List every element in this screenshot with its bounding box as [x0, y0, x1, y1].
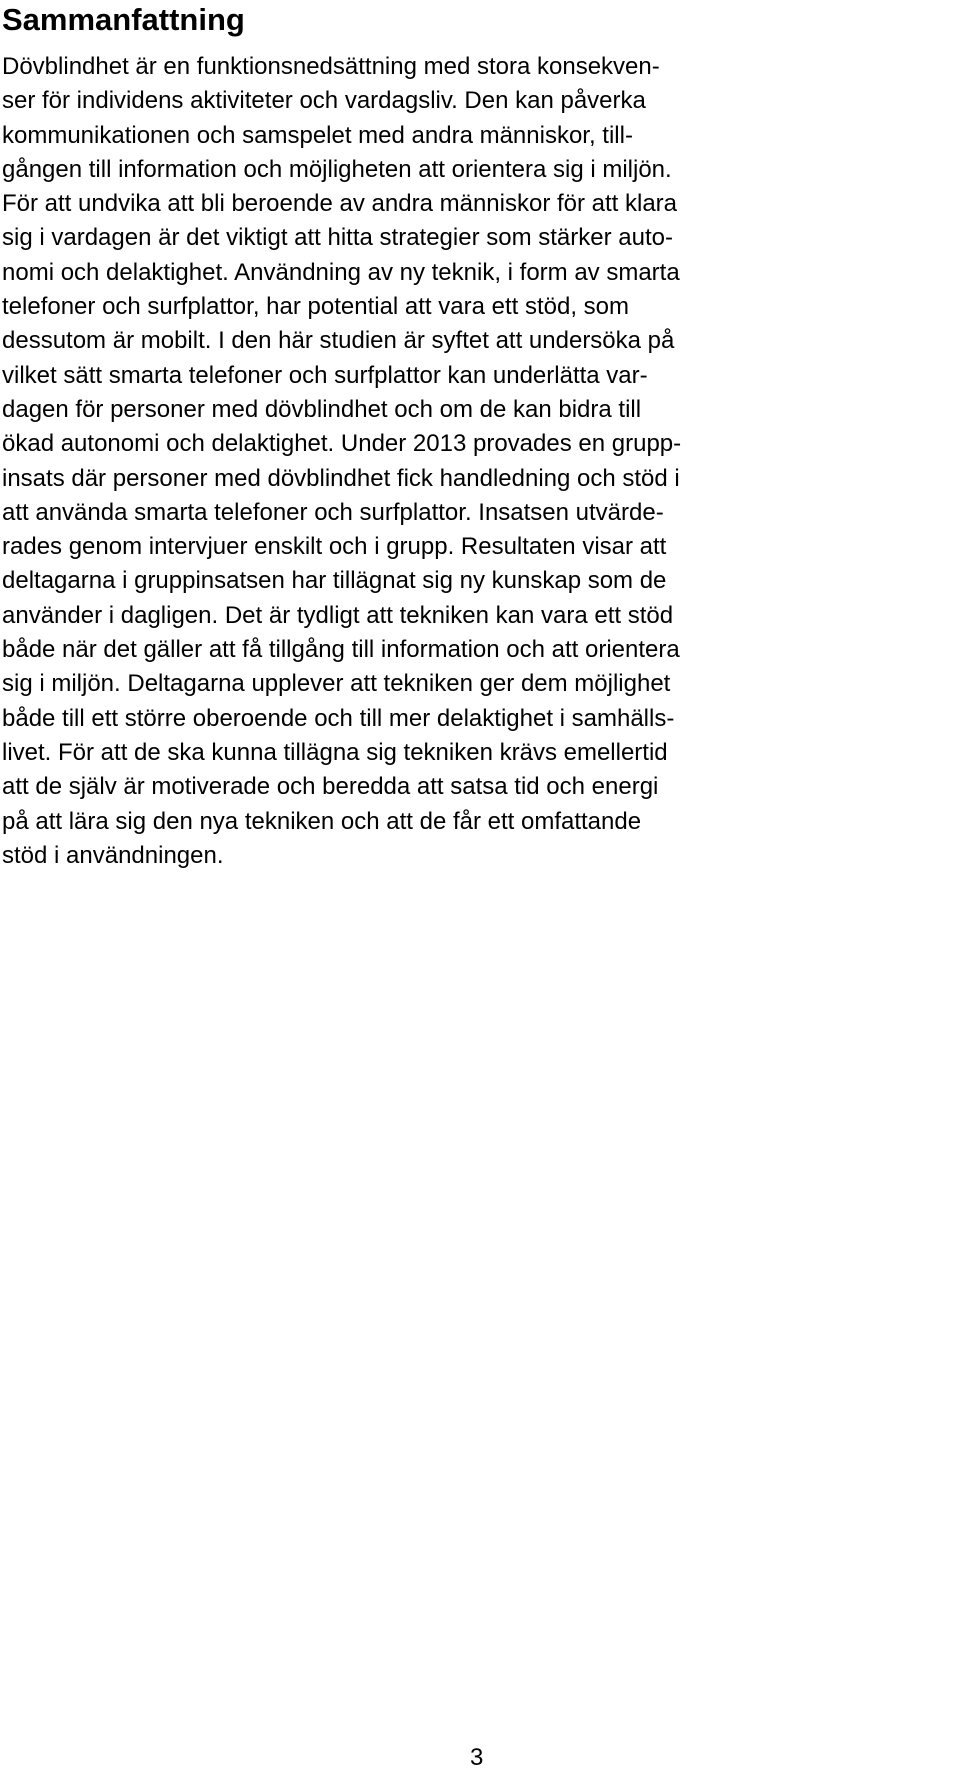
paragraph-line: ökad autonomi och delaktighet. Under 2013 provades en grupp- [2, 430, 682, 458]
paragraph-line: Dövblindhet är en funktionsnedsättning med stora konsekven- [2, 53, 660, 80]
paragraph-line: att de själv är motiverade och beredda att satsa tid och energi [2, 773, 659, 801]
section-heading: Sammanfattning [2, 2, 245, 37]
paragraph-line: För att undvika att bli beroende av andra människor för att klara [2, 190, 678, 218]
paragraph-line: gången till information och möjligheten att orientera sig i miljön. [2, 155, 672, 183]
paragraph-line: telefoner och surfplattor, har potential att vara ett stöd, som [2, 293, 630, 321]
paragraph-line: insats där personer med dövblindhet fick handledning och stöd i [2, 464, 680, 492]
paragraph-line: ser för individens aktiviteter och vardagsliv. Den kan påverka [2, 87, 646, 115]
paragraph-line: sig i miljön. Deltagarna upplever att tekniken ger dem möjlighet [2, 670, 671, 698]
paragraph-line: både när det gäller att få tillgång till information och att orientera [2, 636, 680, 664]
paragraph-line: dessutom är mobilt. I den här studien är syftet att undersöka på [2, 327, 675, 355]
paragraph-line: att använda smarta telefoner och surfplattor. Insatsen utvärde- [2, 498, 664, 526]
paragraph-line: nomi och delaktighet. Användning av ny teknik, i form av smarta [2, 258, 680, 286]
paragraph-line: stöd i användningen. [2, 841, 224, 869]
paragraph-line: vilket sätt smarta telefoner och surfplattor kan underlätta var- [2, 361, 648, 389]
paragraph-line: sig i vardagen är det viktigt att hitta strategier som stärker auto- [2, 224, 673, 252]
paragraph-line: dagen för personer med dövblindhet och om de kan bidra till [2, 395, 642, 423]
paragraph-line: kommunikationen och samspelet med andra människor, till- [2, 121, 633, 149]
page-number: 3 [470, 1744, 484, 1771]
paragraph-line: använder i dagligen. Det är tydligt att tekniken kan vara ett stöd [2, 601, 674, 629]
paragraph-line: rades genom intervjuer enskilt och i grupp. Resultaten visar att [2, 533, 667, 561]
paragraph-line: både till ett större oberoende och till mer delaktighet i samhälls- [2, 704, 675, 732]
paragraph-line: livet. För att de ska kunna tillägna sig tekniken krävs emellertid [2, 738, 668, 766]
paragraph-line: på att lära sig den nya tekniken och att de får ett omfattande [2, 807, 642, 835]
summary-paragraph [2, 50, 960, 873]
paragraph-line: deltagarna i gruppinsatsen har tillägnat sig ny kunskap som de [2, 567, 667, 595]
